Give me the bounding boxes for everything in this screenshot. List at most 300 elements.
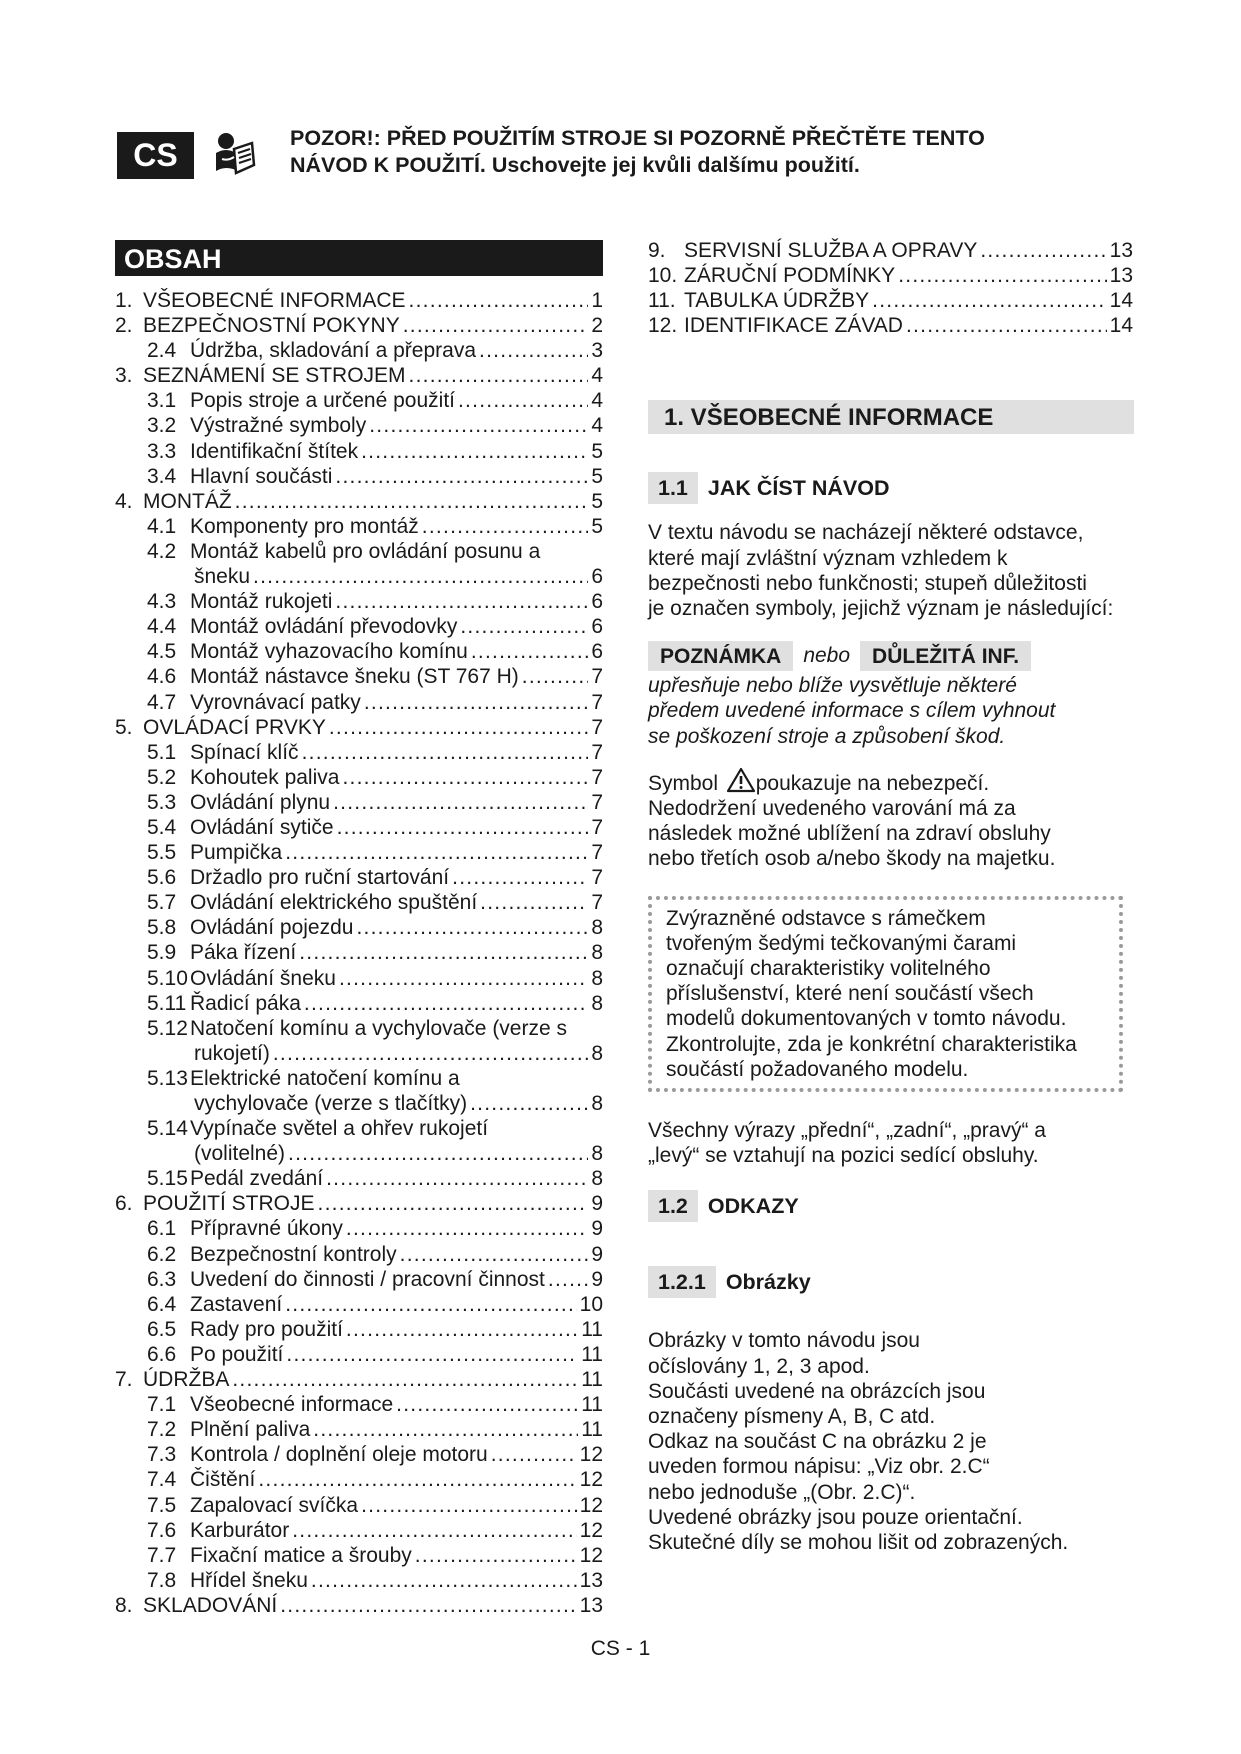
toc-item-number: 4. (115, 489, 133, 513)
toc-item-title: Montáž ovládání převodovky (190, 615, 458, 639)
text-line: upřesňuje nebo blíže vysvětluje některé (648, 674, 1017, 698)
toc-item-title: Fixační matice a šrouby (190, 1543, 412, 1567)
toc-item[interactable] (115, 388, 603, 413)
toc-item[interactable] (115, 991, 603, 1016)
toc-item[interactable] (115, 1442, 603, 1467)
language-badge: CS (117, 132, 194, 179)
toc-item[interactable] (115, 1216, 603, 1241)
important-tag: DŮLEŽITÁ INF. (860, 641, 1031, 671)
toc-item-number: 6.6 (147, 1342, 177, 1366)
toc-item-title: Vypínače světel a ohřev rukojetí (190, 1117, 489, 1141)
toc-dot-leader (422, 514, 589, 539)
toc-item-page: 7 (591, 891, 603, 915)
toc-dot-leader (491, 1442, 577, 1467)
table-of-contents (115, 288, 603, 1618)
symbol-label: Symbol (648, 771, 719, 795)
text-line: Nedodržení uvedeného varování má za (648, 797, 1016, 820)
toc-dot-leader (258, 1467, 576, 1492)
toc-item-page: 12 (579, 1443, 603, 1467)
toc-item-page: 11 (581, 1418, 603, 1442)
toc-dot-leader (335, 464, 588, 489)
toc-item[interactable] (115, 790, 603, 815)
note-description (648, 673, 1133, 749)
toc-item-title: Komponenty pro montáž (190, 514, 419, 538)
toc-item[interactable] (115, 865, 603, 890)
text-line: označují charakteristiky volitelného (666, 957, 991, 981)
toc-item-number: 7.3 (147, 1443, 177, 1467)
toc-item-number: 6.4 (147, 1292, 177, 1316)
toc-item-page: 8 (591, 941, 603, 965)
toc-item-title: Karburátor (190, 1518, 290, 1542)
toc-item[interactable] (115, 489, 603, 514)
toc-item[interactable] (115, 765, 603, 790)
toc-item-title: Pedál zvedání (190, 1167, 324, 1191)
toc-item[interactable] (115, 313, 603, 338)
toc-item[interactable] (115, 1041, 603, 1066)
toc-item-title: Montáž nástavce šneku (ST 767 H) (190, 665, 519, 689)
toc-item-number: 4.2 (147, 539, 177, 563)
toc-item-number: 5.8 (147, 916, 177, 940)
text-line: součástí požadovaného modelu. (666, 1057, 969, 1081)
toc-item-number: 5.6 (147, 866, 177, 890)
toc-dot-leader (313, 1417, 578, 1442)
text-line: tvořeným šedými tečkovanými čarami (666, 931, 1017, 955)
toc-item-page: 7 (591, 866, 603, 890)
toc-dot-leader (329, 715, 588, 740)
toc-item-page: 10 (579, 1292, 603, 1316)
toc-dot-leader (311, 1568, 577, 1593)
toc-item-number: 1. (115, 289, 133, 312)
read-manual-icon (212, 131, 256, 179)
toc-item-title: Montáž kabelů pro ovládání posunu a (190, 539, 541, 563)
toc-item-title: Rady pro použití (190, 1317, 343, 1341)
toc-item-title: MONTÁŽ (143, 489, 232, 513)
toc-item-title: Identifikační štítek (190, 439, 359, 463)
toc-item-number: 6. (115, 1192, 133, 1216)
toc-item-page: 3 (591, 339, 603, 363)
toc-item-page: 12 (579, 1543, 603, 1567)
orientation-paragraph (648, 1118, 1133, 1168)
toc-item[interactable] (115, 815, 603, 840)
text-line: modelů dokumentovaných v tomto návodu. (666, 1007, 1067, 1031)
toc-item-number: 9. (648, 239, 666, 262)
subsection-number: 1.1 (648, 472, 698, 504)
text-line: následek možné ublížení na zdraví obsluhy (648, 822, 1051, 846)
toc-dot-leader (369, 413, 588, 438)
text-line: Součásti uvedené na obrázcích jsou (648, 1379, 986, 1403)
toc-item-title: SERVISNÍ SLUŽBA A OPRAVY (684, 239, 978, 262)
toc-dot-leader (452, 865, 588, 890)
toc-dot-leader (522, 664, 589, 689)
toc-dot-leader (232, 1367, 578, 1392)
toc-item-page: 7 (591, 690, 603, 714)
toc-item-title: Páka řízení (190, 941, 297, 965)
toc-item-title: Elektrické natočení komínu a (190, 1066, 460, 1090)
toc-item[interactable] (115, 288, 603, 313)
toc-item[interactable] (115, 1242, 603, 1267)
text-line: „levý“ se vztahují na pozici sedící obsluhy. (648, 1144, 1039, 1168)
toc-item-title: TABULKA ÚDRŽBY (684, 289, 870, 313)
toc-dot-leader (339, 966, 588, 991)
toc-item-line[interactable] (115, 1116, 603, 1141)
toc-dot-leader (980, 238, 1106, 263)
subsection-heading (648, 472, 1133, 504)
toc-item-title: Natočení komínu a vychylovače (verze s (190, 1016, 567, 1040)
toc-dot-leader (288, 1141, 588, 1166)
toc-item-page: 13 (1109, 264, 1133, 288)
page-header (117, 125, 1017, 185)
toc-item-number: 5.13 (147, 1066, 188, 1090)
toc-item-page: 5 (591, 464, 603, 488)
toc-item-page: 8 (591, 1092, 603, 1115)
toc-item-number: 5.4 (147, 815, 177, 839)
toc-item-number: 6.1 (147, 1217, 177, 1241)
text-line: Zvýrazněné odstavce s rámečkem (666, 906, 986, 930)
toc-item-title: SEZNÁMENÍ SE STROJEM (143, 364, 406, 388)
toc-item-number: 5.14 (147, 1117, 188, 1141)
toc-item-page: 6 (591, 615, 603, 639)
toc-item-page: 5 (591, 439, 603, 463)
toc-item-number: 4.5 (147, 640, 177, 664)
toc-item-number: 10. (648, 264, 678, 288)
toc-item-page: 13 (579, 1593, 603, 1617)
toc-item-title: Hlavní součásti (190, 464, 333, 488)
toc-dot-leader (400, 1242, 589, 1267)
toc-dot-leader (292, 1518, 576, 1543)
toc-item[interactable] (115, 1191, 603, 1216)
toc-item[interactable] (115, 639, 603, 664)
toc-item-title: Po použití (190, 1342, 284, 1366)
toc-dot-leader (409, 288, 589, 313)
toc-item-number: 7.6 (147, 1518, 177, 1542)
toc-item[interactable] (115, 1568, 603, 1593)
toc-item-title: Ovládání šneku (190, 966, 336, 990)
toc-item-title: Čištění (190, 1468, 256, 1492)
toc-item[interactable] (115, 363, 603, 388)
toc-item-title-cont: vychylovače (verze s tlačítky) (194, 1092, 468, 1115)
toc-item-title: Přípravné úkony (190, 1217, 343, 1241)
subsection-title: ODKAZY (707, 1193, 799, 1218)
text-line: příslušenství, které není součástí všech (666, 982, 1034, 1006)
toc-item-title: Zastavení (190, 1292, 283, 1316)
toc-item-page: 7 (591, 740, 603, 764)
toc-dot-leader (470, 1091, 588, 1116)
toc-dot-leader (235, 489, 589, 514)
toc-item-number: 5.5 (147, 841, 177, 865)
table-of-contents-continued (648, 238, 1133, 338)
text-line: Odkaz na součást C na obrázku 2 je (648, 1430, 987, 1454)
toc-item-page: 5 (591, 489, 603, 513)
toc-item-title: Zapalovací svíčka (190, 1493, 359, 1517)
toc-dot-leader (286, 1342, 578, 1367)
toc-dot-leader (302, 740, 589, 765)
text-line: nebo třetích osob a/nebo škody na majetku. (648, 847, 1056, 871)
toc-dot-leader (415, 1543, 577, 1568)
toc-item-number: 5.10 (147, 966, 188, 990)
toc-item-page: 1 (591, 289, 603, 312)
toc-item-title: Všeobecné informace (190, 1393, 394, 1417)
toc-dot-leader (346, 1216, 588, 1241)
toc-dot-leader (361, 1493, 577, 1518)
toc-item-title: ZÁRUČNÍ PODMÍNKY (684, 264, 896, 288)
toc-item-page: 9 (591, 1267, 603, 1291)
toc-item[interactable] (648, 263, 1133, 288)
toc-item-page: 8 (591, 1167, 603, 1191)
toc-item-number: 5.11 (147, 991, 187, 1015)
toc-item[interactable] (115, 890, 603, 915)
toc-item-page: 12 (579, 1493, 603, 1517)
toc-item-number: 4.3 (147, 590, 177, 614)
toc-item[interactable] (115, 1593, 603, 1618)
toc-item-number: 7.4 (147, 1468, 177, 1492)
toc-item[interactable] (115, 1493, 603, 1518)
toc-item-page: 6 (591, 640, 603, 664)
text-line: označeny písmeny A, B, C atd. (648, 1405, 936, 1429)
toc-dot-leader (364, 690, 589, 715)
toc-item-title: Údržba, skladování a přeprava (190, 339, 476, 363)
intro-paragraph (648, 520, 1133, 621)
text-line: bezpečnosti nebo funkčnosti; stupeň důležitosti (648, 571, 1087, 595)
toc-item[interactable] (115, 1367, 603, 1392)
toc-item[interactable] (115, 564, 603, 589)
toc-item-number: 2.4 (147, 339, 177, 363)
toc-item-number: 5. (115, 715, 133, 739)
figures-paragraph (648, 1328, 1133, 1555)
toc-item-title: BEZPEČNOSTNÍ POKYNY (143, 314, 400, 338)
toc-item[interactable] (648, 288, 1133, 313)
toc-item-number: 2. (115, 314, 133, 338)
text-line: předem uvedené informace s cílem vyhnout (648, 699, 1056, 723)
toc-item-number: 5.12 (147, 1016, 188, 1040)
toc-dot-leader (361, 439, 588, 464)
toc-item-number: 3.4 (147, 464, 177, 488)
toc-item-title: ÚDRŽBA (143, 1368, 230, 1392)
toc-item-number: 3.2 (147, 414, 177, 438)
subsection-number: 1.2 (648, 1190, 698, 1222)
toc-item-number: 5.2 (147, 765, 177, 789)
note-tags (648, 641, 1133, 671)
toc-item-number: 6.3 (147, 1267, 177, 1291)
text-line: Obrázky v tomto návodu jsou (648, 1329, 920, 1353)
toc-dot-leader (403, 313, 589, 338)
warning-paragraph (648, 767, 1133, 872)
toc-item-page: 4 (591, 389, 603, 413)
toc-item-title: Ovládání plynu (190, 790, 331, 814)
toc-item-title: OVLÁDACÍ PRVKY (143, 715, 326, 739)
toc-item[interactable] (115, 1392, 603, 1417)
toc-item-title: Montáž rukojeti (190, 590, 333, 614)
toc-item-page: 11 (581, 1393, 603, 1417)
text-line: Všechny výrazy „přední“, „zadní“, „pravý“ a (648, 1119, 1046, 1143)
toc-dot-leader (548, 1267, 588, 1292)
toc-item-line[interactable] (115, 1016, 603, 1041)
toc-item-page: 5 (591, 514, 603, 538)
toc-item-number: 3.3 (147, 439, 177, 463)
toc-item[interactable] (115, 338, 603, 363)
toc-item-number: 6.5 (147, 1317, 177, 1341)
toc-dot-leader (285, 1292, 576, 1317)
text-line: které mají zvláštní význam vzhledem k (648, 546, 1008, 570)
toc-dot-leader (898, 263, 1106, 288)
toc-item[interactable] (115, 464, 603, 489)
toc-item-number: 5.1 (147, 740, 177, 764)
toc-item-title: Ovládání sytiče (190, 815, 334, 839)
toc-item[interactable] (115, 915, 603, 940)
toc-item[interactable] (115, 1292, 603, 1317)
toc-item-number: 6.2 (147, 1242, 177, 1266)
text-line: V textu návodu se nacházejí některé odstavce, (648, 521, 1084, 545)
toc-item-number: 7.7 (147, 1543, 177, 1567)
toc-item-title-cont: šneku (194, 565, 251, 589)
toc-dot-leader (253, 564, 588, 589)
toc-item[interactable] (115, 690, 603, 715)
toc-item[interactable] (115, 840, 603, 865)
toc-item-page: 14 (1109, 289, 1133, 313)
toc-item-page: 2 (591, 314, 603, 338)
text-line: Uvedené obrázky jsou pouze orientační. (648, 1505, 1023, 1529)
toc-item-page: 9 (591, 1217, 603, 1241)
subsection-title: JAK ČÍST NÁVOD (707, 475, 890, 500)
toc-item[interactable] (115, 1317, 603, 1342)
toc-item-number: 4.1 (147, 514, 177, 538)
note-tag: POZNÁMKA (648, 641, 793, 671)
warning-line-1: POZOR!: PŘED POUŽITÍM STROJE SI POZORNĚ PŘEČTĚTE TENTO (290, 126, 985, 150)
toc-dot-leader (396, 1392, 578, 1417)
toc-item-title: Plnění paliva (190, 1418, 311, 1442)
toc-item-page: 9 (591, 1242, 603, 1266)
toc-item-page: 7 (591, 715, 603, 739)
toc-item[interactable] (115, 1141, 603, 1166)
toc-item-title: POUŽITÍ STROJE (143, 1192, 315, 1216)
section-heading: 1. VŠEOBECNÉ INFORMACE (648, 400, 1134, 434)
toc-item[interactable] (648, 313, 1133, 338)
toc-item-number: 5.3 (147, 790, 177, 814)
toc-item[interactable] (115, 1166, 603, 1191)
toc-dot-leader (335, 589, 588, 614)
toc-item-number: 5.7 (147, 891, 177, 915)
toc-item-number: 7. (115, 1368, 133, 1392)
toc-item-line[interactable] (115, 1066, 603, 1091)
toc-item[interactable] (115, 1467, 603, 1492)
toc-item-number: 7.2 (147, 1418, 177, 1442)
toc-dot-leader (280, 1593, 576, 1618)
toc-item[interactable] (115, 589, 603, 614)
warning-triangle-icon (726, 767, 756, 793)
toc-dot-leader (337, 815, 589, 840)
toc-item-page: 12 (579, 1518, 603, 1542)
toc-item-title-cont: rukojetí) (194, 1041, 270, 1065)
toc-item[interactable] (648, 238, 1133, 263)
text-line: nebo jednoduše „(Obr. 2.C)“. (648, 1480, 916, 1504)
toc-item-page: 6 (591, 565, 603, 589)
toc-item-page: 9 (591, 1192, 603, 1216)
toc-item[interactable] (115, 1518, 603, 1543)
toc-item-page: 14 (1109, 314, 1133, 338)
toc-dot-leader (471, 639, 589, 664)
toc-item-title: Bezpečnostní kontroly (190, 1242, 397, 1266)
toc-item[interactable] (115, 413, 603, 438)
toc-dot-leader (333, 790, 588, 815)
toc-item[interactable] (115, 1543, 603, 1568)
toc-item-number: 4.7 (147, 690, 177, 714)
toc-item[interactable] (115, 1417, 603, 1442)
toc-item-title: Spínací klíč (190, 740, 299, 764)
toc-item-page: 11 (581, 1342, 603, 1366)
text-line: uveden formou nápisu: „Viz obr. 2.C“ (648, 1455, 990, 1479)
toc-item-title: VŠEOBECNÉ INFORMACE (143, 289, 406, 312)
toc-item[interactable] (115, 715, 603, 740)
toc-dot-leader (356, 915, 588, 940)
toc-item-title: Hřídel šneku (190, 1568, 308, 1592)
toc-item[interactable] (115, 740, 603, 765)
toc-item-title: Kohoutek paliva (190, 765, 340, 789)
subsection-title: Obrázky (725, 1269, 811, 1294)
toc-item-page: 4 (591, 414, 603, 438)
toc-item-number: 4.6 (147, 665, 177, 689)
toc-item-title: Uvedení do činnosti / pracovní činnost (190, 1267, 545, 1291)
left-column (115, 238, 603, 1618)
text-line: Zkontrolujte, zda je konkrétní charakteristika (666, 1032, 1077, 1056)
toc-dot-leader (346, 1317, 578, 1342)
toc-dot-leader (318, 1191, 589, 1216)
toc-item[interactable] (115, 940, 603, 965)
toc-dot-leader (872, 288, 1106, 313)
toc-item-page: 8 (591, 916, 603, 940)
toc-item-title: Ovládání elektrického spuštění (190, 891, 478, 915)
text-line: Skutečné díly se mohou lišit od zobrazených. (648, 1531, 1069, 1555)
toc-item-page: 8 (591, 991, 603, 1015)
toc-dot-leader (460, 614, 588, 639)
toc-item[interactable] (115, 664, 603, 689)
toc-dot-leader (458, 388, 588, 413)
toc-item-title: Ovládání pojezdu (190, 916, 354, 940)
toc-item-number: 7.1 (147, 1393, 177, 1417)
toc-dot-leader (479, 338, 588, 363)
toc-heading: OBSAH (115, 240, 603, 276)
toc-item[interactable] (115, 966, 603, 991)
text-line: se poškození stroje a způsobení škod. (648, 724, 1006, 748)
toc-item-page: 7 (591, 665, 603, 689)
toc-item[interactable] (115, 1342, 603, 1367)
toc-dot-leader (342, 765, 588, 790)
toc-item[interactable] (115, 439, 603, 464)
symbol-meaning: poukazuje na nebezpečí. (755, 771, 990, 795)
toc-item-page: 11 (581, 1368, 603, 1392)
toc-item-number: 3.1 (147, 389, 177, 413)
subsection-number: 1.2.1 (648, 1266, 716, 1298)
toc-item[interactable] (115, 614, 603, 639)
toc-item-title: Držadlo pro ruční startování (190, 866, 450, 890)
toc-dot-leader (409, 363, 589, 388)
toc-item-page: 7 (591, 765, 603, 789)
toc-dot-leader (285, 840, 588, 865)
toc-item-line[interactable] (115, 539, 603, 564)
toc-item-page: 13 (579, 1568, 603, 1592)
toc-item-number: 7.8 (147, 1568, 177, 1592)
toc-dot-leader (906, 313, 1107, 338)
toc-item[interactable] (115, 514, 603, 539)
toc-item-title: SKLADOVÁNÍ (143, 1593, 278, 1617)
toc-item-title: Montáž vyhazovacího komínu (190, 640, 468, 664)
toc-item-number: 3. (115, 364, 133, 388)
toc-item[interactable] (115, 1267, 603, 1292)
toc-item-page: 6 (591, 590, 603, 614)
toc-dot-leader (299, 940, 588, 965)
toc-item[interactable] (115, 1091, 603, 1116)
optional-accessories-box (648, 896, 1123, 1092)
toc-item-title: Řadicí páka (190, 991, 301, 1015)
toc-item-title: Vyrovnávací patky (190, 690, 361, 714)
